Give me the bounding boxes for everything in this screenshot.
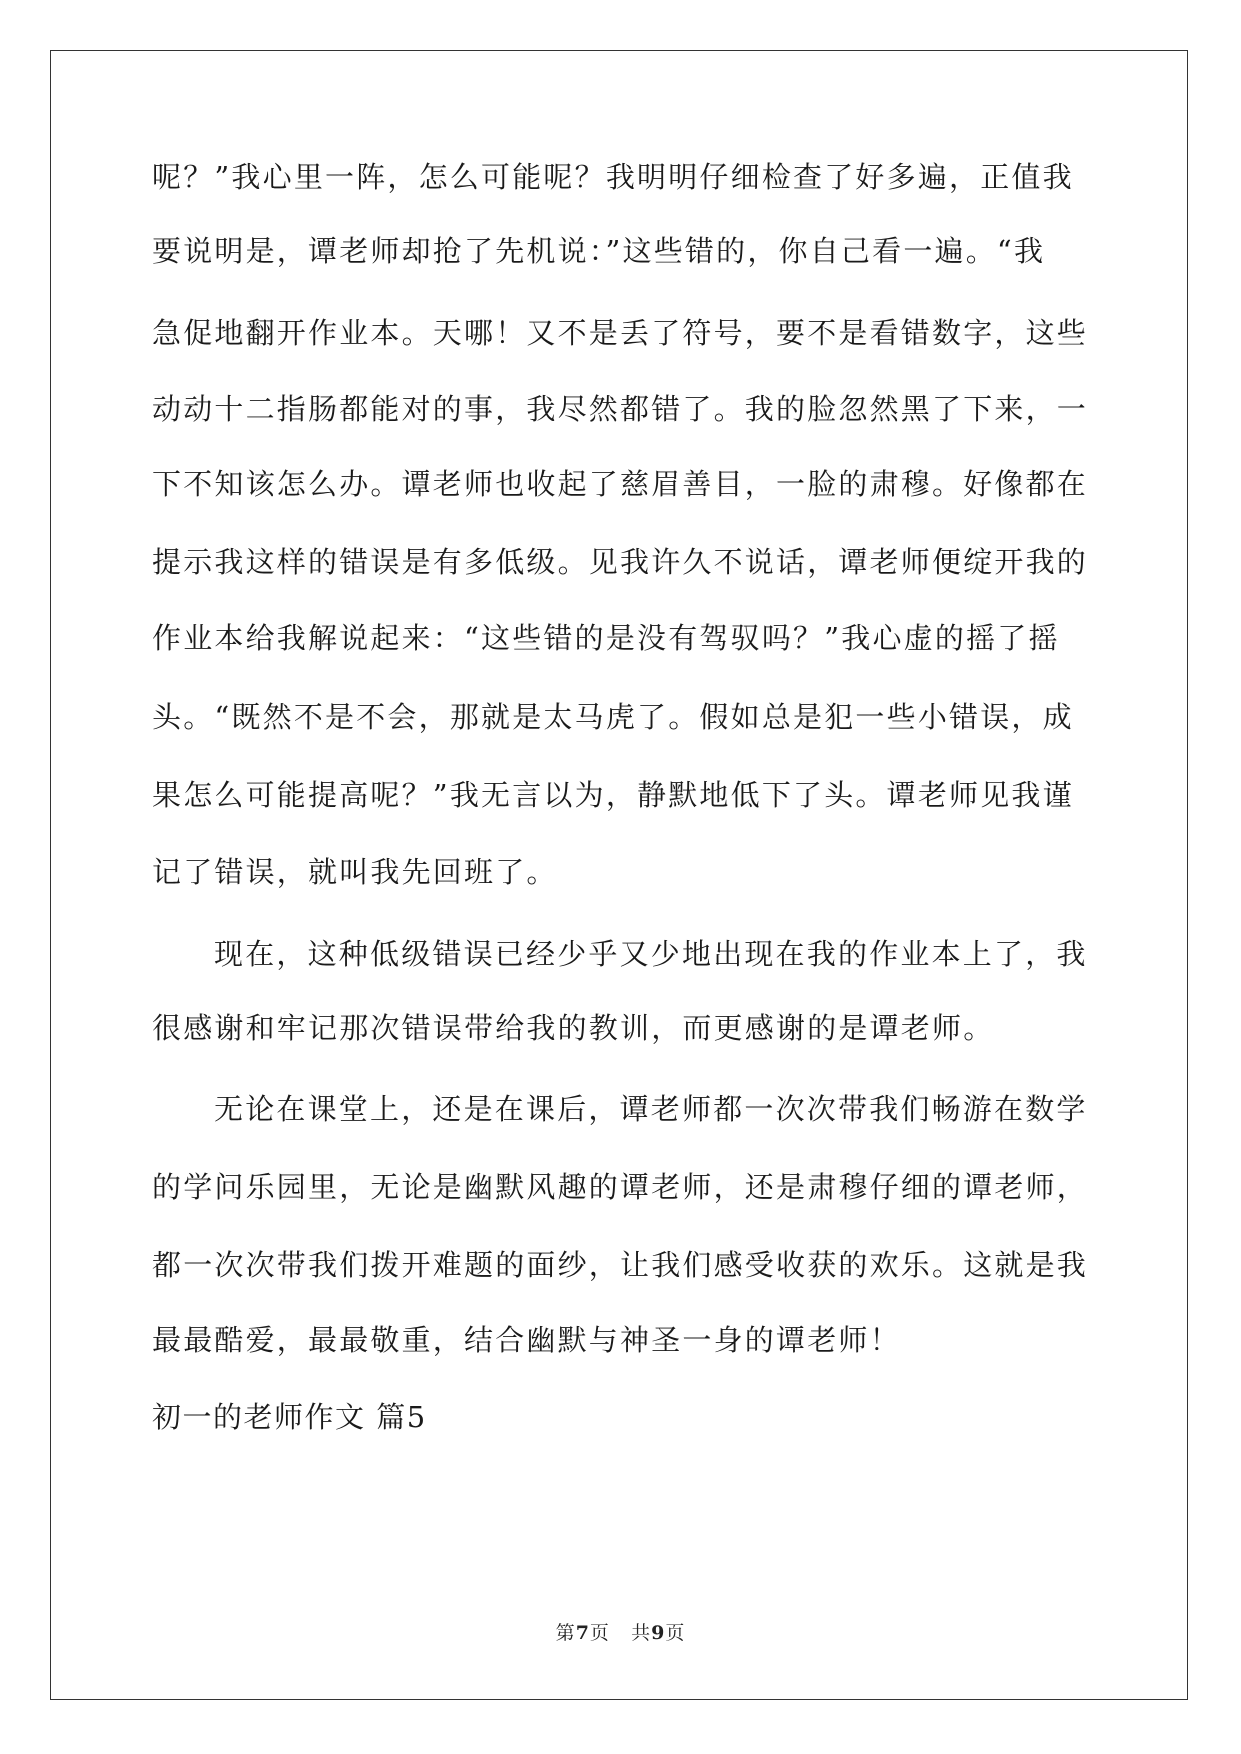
total-label-suffix: 页 (665, 1622, 686, 1644)
total-label-prefix: 共 (631, 1622, 652, 1644)
paragraph-1-line-7: 作业本给我解说起来：“这些错的是没有驾驭吗？”我心虚的摇了摇 (152, 621, 1060, 655)
section-heading: 初一的老师作文 篇5 (152, 1400, 427, 1434)
paragraph-3-line-1: 无论在课堂上，还是在课后，谭老师都一次次带我们畅游在数学 (214, 1092, 1088, 1126)
paragraph-1-line-4: 动动十二指肠都能对的事，我尽然都错了。我的脸忽然黑了下来，一 (152, 392, 1089, 426)
paragraph-3-line-4: 最最酷爱，最最敬重，结合幽默与神圣一身的谭老师！ (152, 1323, 901, 1357)
page-footer (0, 1618, 1241, 1645)
current-page-number: 7 (575, 1622, 590, 1644)
paragraph-1-line-8: 头。“既然不是不会，那就是太马虎了。假如总是犯一些小错误，成 (152, 700, 1074, 734)
paragraph-3-line-2: 的学问乐园里，无论是幽默风趣的谭老师，还是肃穆仔细的谭老师， (152, 1170, 1089, 1204)
paragraph-1-line-1: 呢？”我心里一阵，怎么可能呢？我明明仔细检查了好多遍，正值我 (152, 160, 1074, 194)
paragraph-1-line-10: 记了错误，就叫我先回班了。 (152, 855, 558, 889)
paragraph-1-line-9: 果怎么可能提高呢？”我无言以为，静默地低下了头。谭老师见我谨 (152, 778, 1074, 812)
paragraph-1-line-3: 急促地翻开作业本。天哪！又不是丢了符号，要不是看错数字，这些 (152, 316, 1089, 350)
page-label-suffix: 页 (589, 1622, 610, 1644)
paragraph-2-line-2: 很感谢和牢记那次错误带给我的教训，而更感谢的是谭老师。 (152, 1011, 995, 1045)
paragraph-1-line-2: 要说明是，谭老师却抢了先机说：”这些错的，你自己看一遍。“我 (152, 234, 1046, 268)
paragraph-2-line-1: 现在，这种低级错误已经少乎又少地出现在我的作业本上了，我 (214, 937, 1088, 971)
paragraph-1-line-6: 提示我这样的错误是有多低级。见我许久不说话，谭老师便绽开我的 (152, 545, 1089, 579)
paragraph-3-line-3: 都一次次带我们拨开难题的面纱，让我们感受收获的欢乐。这就是我 (152, 1248, 1089, 1282)
paragraph-1-line-5: 下不知该怎么办。谭老师也收起了慈眉善目，一脸的肃穆。好像都在 (152, 467, 1089, 501)
total-page-number: 9 (651, 1622, 666, 1644)
page-label-prefix: 第 (555, 1622, 576, 1644)
